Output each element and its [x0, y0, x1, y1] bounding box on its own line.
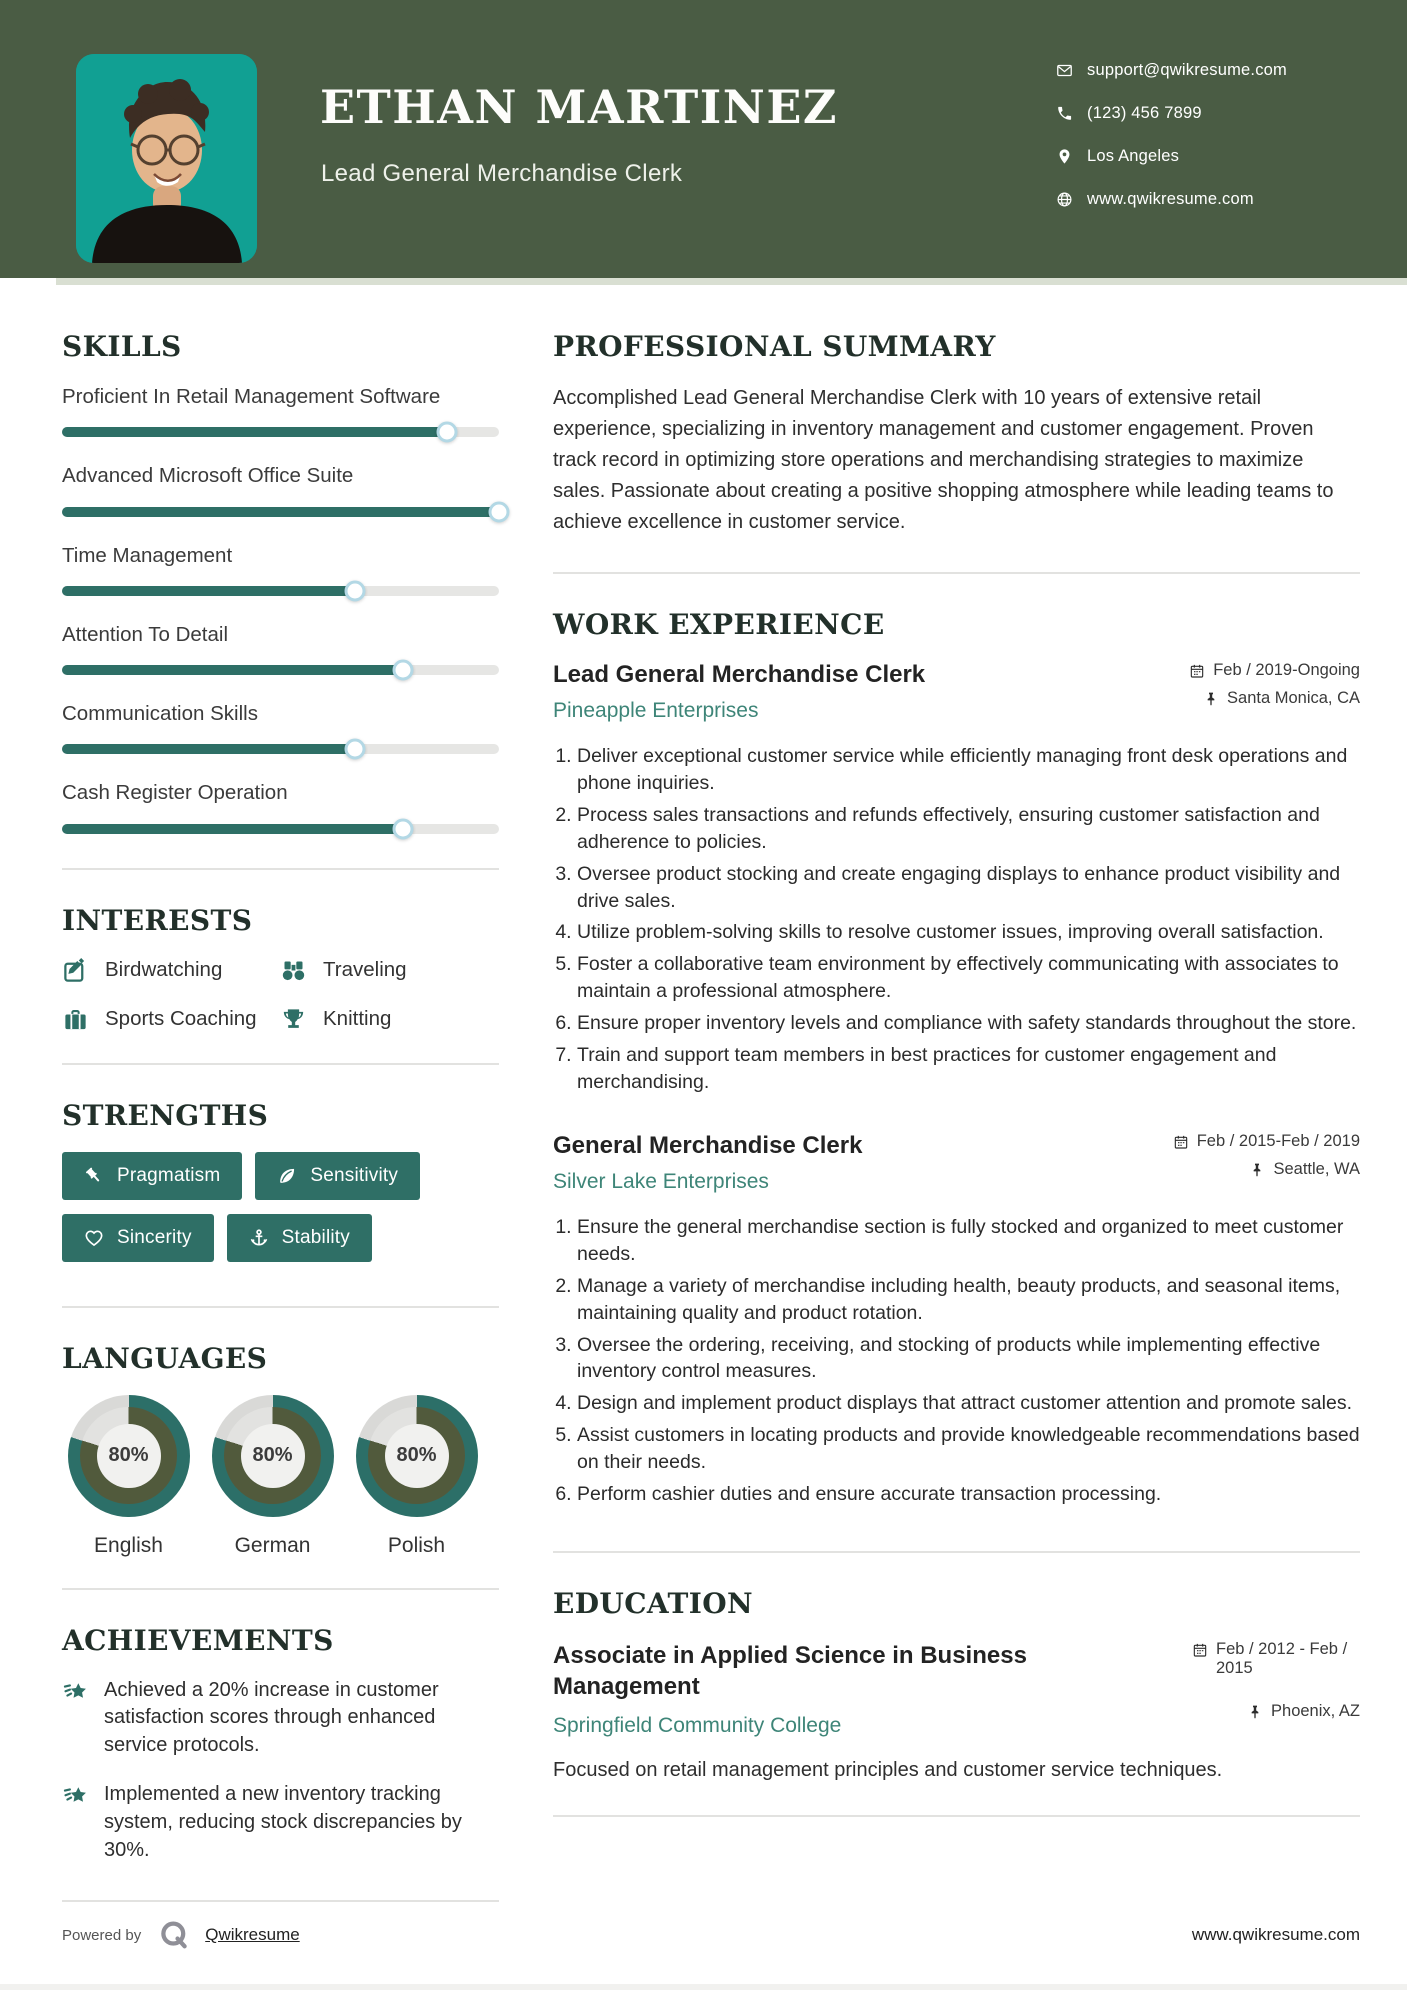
job-date: [1173, 1132, 1360, 1151]
languages-heading: LANGUAGES: [62, 1341, 268, 1375]
job-date: [1189, 661, 1360, 680]
skill-label: Time Management: [62, 543, 233, 567]
achievement-text: Achieved a 20% increase in customer satisfaction scores through enhanced service protocols.: [104, 1678, 439, 1756]
skill-slider-fill: [62, 665, 403, 675]
skill-slider-knob[interactable]: [344, 739, 365, 760]
job-duty: 2. Manage a variety of merchandise including health, beauty products, and seasonal items, maintaining quality and product rotation.: [577, 1273, 1360, 1327]
trophy-icon: [280, 1006, 307, 1033]
contact-phone-text: (123) 456 7899: [1087, 104, 1202, 122]
interest-label: Knitting: [323, 1007, 392, 1031]
strength-badge: [227, 1214, 372, 1262]
qwikresume-logo-icon: [157, 1918, 191, 1952]
skills-heading: SKILLS: [62, 330, 182, 363]
job-title: General Merchandise Clerk: [553, 1131, 863, 1159]
job-duty: 6. Ensure proper inventory levels and compliance with safety standards throughout the store.: [577, 1010, 1360, 1037]
job-duty: 4. Utilize problem-solving skills to resolve customer issues, improving overall satisfaction.: [577, 919, 1360, 946]
language-item: [350, 1395, 483, 1558]
skill-label: Attention To Detail: [62, 622, 229, 646]
language-percent: 80%: [241, 1424, 305, 1488]
interest-item: [62, 1006, 280, 1033]
job-company-link[interactable]: Silver Lake Enterprises: [553, 1169, 769, 1193]
education-date-text: Feb / 2012 - Feb / 2015: [1216, 1639, 1348, 1677]
interest-item: [280, 957, 499, 984]
skill-slider-knob[interactable]: [344, 580, 365, 601]
experience-section: [553, 574, 1360, 1553]
job-location: [1203, 689, 1360, 708]
job-location-text: Seattle, WA: [1273, 1159, 1360, 1178]
job-duty: 2. Process sales transactions and refunds effectively, ensuring customer satisfaction and adherence to policies.: [577, 802, 1360, 856]
skill-slider-knob[interactable]: [489, 501, 510, 522]
languages-row: [62, 1395, 499, 1558]
leaf-icon: [277, 1166, 297, 1186]
experience-heading: WORK EXPERIENCE: [553, 608, 885, 641]
interests-heading: INTERESTS: [62, 903, 253, 937]
skill-slider-fill: [62, 507, 499, 517]
achievements-section: [62, 1590, 499, 1903]
summary-section: [553, 330, 1360, 574]
languages-section: [62, 1308, 499, 1590]
left-column: [62, 330, 499, 1902]
education-heading: EDUCATION: [553, 1586, 754, 1620]
page-footer: [62, 1918, 1360, 1952]
education-date: [1192, 1640, 1360, 1678]
strength-badge: [62, 1152, 242, 1200]
resume-body: [0, 285, 1407, 1902]
strength-badge: [62, 1214, 214, 1262]
skill-slider-fill: [62, 744, 355, 754]
pushpin-icon: [1203, 691, 1219, 707]
pencil-square-icon: [62, 957, 89, 984]
envelope-icon: [1056, 62, 1073, 79]
job-entry: [553, 1132, 1360, 1508]
skill-slider[interactable]: [62, 824, 499, 834]
job-duty: 3. Oversee product stocking and create engaging displays to enhance product visibility and drive sales.: [577, 861, 1360, 915]
job-date-text: Feb / 2019-Ongoing: [1213, 661, 1360, 679]
strengths-badges: [62, 1152, 499, 1276]
skill-label: Proficient In Retail Management Software: [62, 385, 441, 408]
skill-item: [62, 700, 499, 754]
location-icon: [1056, 148, 1073, 165]
skill-slider-knob[interactable]: [436, 422, 457, 443]
language-label: German: [234, 1533, 311, 1557]
person-name: ETHAN MARTINEZ: [320, 80, 838, 134]
contact-location-text: Los Angeles: [1087, 147, 1180, 165]
contact-list: [1056, 56, 1287, 228]
job-duty: 3. Oversee the ordering, receiving, and stocking of products while implementing effective inventory control measures.: [577, 1332, 1360, 1386]
interests-grid: [62, 957, 499, 1033]
job-duty: 1. Deliver exceptional customer service while efficiently managing front desk operations and phone inquiries.: [577, 743, 1360, 797]
education-section: [553, 1553, 1360, 1817]
language-label: Polish: [387, 1533, 446, 1557]
skills-section: [62, 330, 499, 870]
calendar-icon: [1173, 1134, 1189, 1150]
contact-location: [1056, 142, 1287, 171]
briefcase-icon: [62, 1006, 89, 1033]
strength-label: Stability: [281, 1226, 350, 1248]
calendar-icon: [1192, 1642, 1208, 1658]
header-divider-strip: [56, 278, 1407, 285]
language-donut-chart: [212, 1395, 334, 1517]
heart-icon: [84, 1228, 104, 1248]
skill-slider[interactable]: [62, 507, 499, 517]
skill-slider[interactable]: [62, 427, 499, 437]
job-duty: 1. Ensure the general merchandise section is fully stocked and organized to meet customer needs.: [577, 1214, 1360, 1268]
strength-label: Sincerity: [117, 1226, 192, 1248]
phone-icon: [1056, 105, 1073, 122]
binoculars-icon: [280, 957, 307, 984]
gavel-icon: [84, 1166, 104, 1186]
powered-by-label: Powered by: [62, 1926, 142, 1944]
education-location-text: Phoenix, AZ: [1271, 1702, 1360, 1721]
job-title: Lead General Merchandise Clerk: [553, 661, 926, 688]
footer-website-link[interactable]: www.qwikresume.com: [1191, 1925, 1360, 1944]
pushpin-icon: [1247, 1704, 1263, 1720]
job-date-text: Feb / 2015-Feb / 2019: [1196, 1131, 1360, 1150]
powered-by: [62, 1918, 300, 1952]
job-duty: 5. Foster a collaborative team environment by effectively communicating with associates to maintain a professional atmosphere.: [577, 951, 1360, 1005]
contact-phone[interactable]: [1056, 99, 1287, 128]
header-banner: [0, 0, 1407, 278]
skill-item: [62, 383, 499, 437]
pushpin-icon: [1249, 1162, 1265, 1178]
job-duties-list: [553, 1214, 1360, 1508]
skill-item: [62, 542, 499, 596]
skill-slider[interactable]: [62, 586, 499, 596]
contact-website[interactable]: [1056, 185, 1287, 214]
anchor-icon: [249, 1228, 269, 1248]
strength-label: Sensitivity: [310, 1164, 399, 1186]
profile-photo: [76, 54, 257, 263]
job-company-link[interactable]: Pineapple Enterprises: [553, 699, 759, 722]
education-degree: Associate in Applied Science in Business Management: [553, 1641, 1027, 1701]
job-duty: 6. Perform cashier duties and ensure accurate transaction processing.: [577, 1481, 1360, 1508]
achievement-item: [62, 1781, 499, 1864]
avatar: [76, 54, 257, 263]
qwikresume-brand-link[interactable]: Qwikresume: [205, 1925, 300, 1944]
contact-email-text: support@qwikresume.com: [1087, 61, 1287, 79]
contact-email[interactable]: [1056, 56, 1287, 85]
strengths-section: [62, 1065, 499, 1308]
job-entry: [553, 661, 1360, 1096]
interest-label: Sports Coaching: [105, 1007, 257, 1031]
skill-item: [62, 779, 499, 833]
job-duty: 5. Assist customers in locating products and provide knowledgeable recommendations based on their needs.: [577, 1422, 1360, 1476]
education-location: [1247, 1702, 1360, 1721]
job-duty: 7. Train and support team members in best practices for customer engagement and merchandising.: [577, 1042, 1360, 1096]
language-label: English: [94, 1533, 163, 1557]
language-item: [62, 1395, 195, 1558]
strength-badge: [255, 1152, 420, 1200]
language-donut-chart: [356, 1395, 478, 1517]
calendar-icon: [1189, 663, 1205, 679]
achievement-item: [62, 1677, 499, 1760]
job-duties-list: [553, 743, 1360, 1096]
skill-slider[interactable]: [62, 665, 499, 675]
summary-heading: PROFESSIONAL SUMMARY: [553, 330, 996, 363]
strength-label: Pragmatism: [117, 1164, 221, 1186]
achievement-text: Implemented a new inventory tracking system, reducing stock discrepancies by 30%.: [104, 1783, 462, 1861]
language-percent: 80%: [385, 1424, 449, 1488]
skill-item: [62, 621, 499, 675]
language-percent: 80%: [97, 1424, 161, 1488]
interest-item: [62, 957, 280, 984]
skill-label: Communication Skills: [62, 702, 258, 726]
page-bottom-edge: [0, 1984, 1407, 1990]
interests-section: [62, 870, 499, 1065]
skill-label: Advanced Microsoft Office Suite: [62, 464, 354, 488]
interest-item: [280, 1006, 499, 1033]
shooting-star-icon: [62, 1679, 90, 1707]
education-school-link[interactable]: Springfield Community College: [553, 1714, 842, 1738]
person-job-title: Lead General Merchandise Clerk: [321, 160, 683, 187]
globe-icon: [1056, 191, 1073, 208]
education-description: Focused on retail management principles and customer service techniques.: [553, 1759, 1223, 1782]
job-location-text: Santa Monica, CA: [1227, 689, 1360, 707]
job-location: [1249, 1160, 1360, 1179]
right-column: [553, 330, 1360, 1902]
skill-label: Cash Register Operation: [62, 781, 288, 805]
skill-slider-fill: [62, 427, 447, 437]
skill-slider-knob[interactable]: [392, 818, 413, 839]
interest-label: Traveling: [323, 958, 407, 982]
skill-slider[interactable]: [62, 744, 499, 754]
skill-item: [62, 462, 499, 516]
job-duty: 4. Design and implement product displays that attract customer attention and promote sales.: [577, 1390, 1360, 1417]
skill-slider-knob[interactable]: [392, 660, 413, 681]
skill-slider-fill: [62, 586, 355, 596]
language-item: [206, 1395, 339, 1558]
strengths-heading: STRENGTHS: [62, 1098, 269, 1132]
contact-website-text: www.qwikresume.com: [1087, 190, 1254, 208]
shooting-star-icon: [62, 1783, 90, 1811]
interest-label: Birdwatching: [105, 958, 223, 982]
language-donut-chart: [68, 1395, 190, 1517]
achievements-heading: ACHIEVEMENTS: [62, 1623, 334, 1657]
summary-text: Accomplished Lead General Merchandise Clerk with 10 years of extensive retail experience, specializing in inventory management and customer engagement. Proven track record in optimizing store operations and merchandising strategies to maximize sales. Passionate about creating a positive shopping atmosphere while leading teams to achieve excellence in customer service.: [553, 387, 1334, 533]
skill-slider-fill: [62, 824, 403, 834]
